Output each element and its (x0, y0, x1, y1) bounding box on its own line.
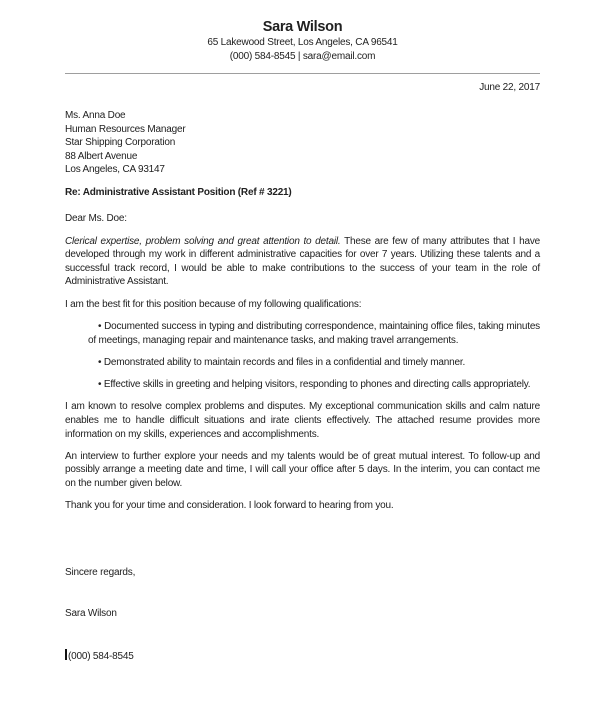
bullet-text: Demonstrated ability to maintain records and files in a confidential and timely manner. (103, 356, 466, 368)
skills-paragraph: I am known to resolve complex problems and disputes. My exceptional communication skills and calm nature enables me to handle difficult situations and irate clients effectively. The attached resume provides more information on my skills, experiences and accomplishments. (65, 401, 540, 440)
recipient-title: Human Resources Manager (65, 123, 186, 135)
bullet-icon: • (98, 320, 102, 332)
valediction: Sincere regards, (65, 566, 136, 578)
recipient-city: Los Angeles, CA 93147 (65, 164, 165, 176)
signature-name: Sara Wilson (65, 608, 117, 620)
sender-name: Sara Wilson (262, 19, 343, 35)
intro-paragraph-rest: These are few of many attributes that I have developed through my work in different administrative capacities for over 7 years. Utilizing these talents and a successful track record, I would be able to make contributions to the success of your team in the role of Administrative Assistant. (65, 235, 540, 288)
bullet-icon: • (98, 356, 102, 368)
qualifications-lead: I am the best fit for this position because of my following qualifications: (65, 298, 362, 310)
qualification-bullet (88, 378, 540, 392)
intro-italic-lead: Clerical expertise, problem solving and great attention to detail. (65, 235, 341, 247)
recipient-company: Star Shipping Corporation (65, 137, 176, 149)
signature-phone: (000) 584-8545 (68, 651, 134, 663)
salutation: Dear Ms. Doe: (65, 213, 127, 225)
text-cursor (65, 649, 67, 660)
subject-line: Re: Administrative Assistant Position (Ref # 3221) (65, 186, 292, 198)
interview-paragraph: An interview to further explore your needs and my talents would be of great mutual interest. To follow-up and possibly arrange a meeting date and time, I will call your office after 5 days. In the interim, you can contact me on the number given below. (65, 450, 540, 489)
sender-address: 65 Lakewood Street, Los Angeles, CA 96541 (207, 37, 398, 48)
bullet-text: Documented success in typing and distributing correspondence, maintaining office files, taking minutes of meetings, managing repair and maintenance tasks, and making travel arrangements. (88, 320, 540, 346)
qualification-bullet (88, 320, 540, 347)
letter-date: June 22, 2017 (479, 81, 540, 93)
bullet-text: Effective skills in greeting and helping visitors, responding to phones and directing calls appropriately. (103, 379, 531, 391)
intro-paragraph (65, 235, 540, 289)
signature-phone-row (65, 649, 540, 664)
bullet-icon: • (98, 379, 102, 391)
recipient-street: 88 Albert Avenue (65, 150, 138, 162)
recipient-name: Ms. Anna Doe (65, 110, 126, 122)
letter-header (65, 19, 540, 64)
thanks-paragraph: Thank you for your time and consideration. I look forward to hearing from you. (65, 500, 394, 512)
qualification-bullet (88, 356, 540, 370)
header-rule (65, 73, 540, 74)
sender-contact: (000) 584-8545 | sara@email.com (229, 50, 376, 62)
recipient-block (65, 109, 540, 177)
qualifications-list (65, 320, 540, 392)
